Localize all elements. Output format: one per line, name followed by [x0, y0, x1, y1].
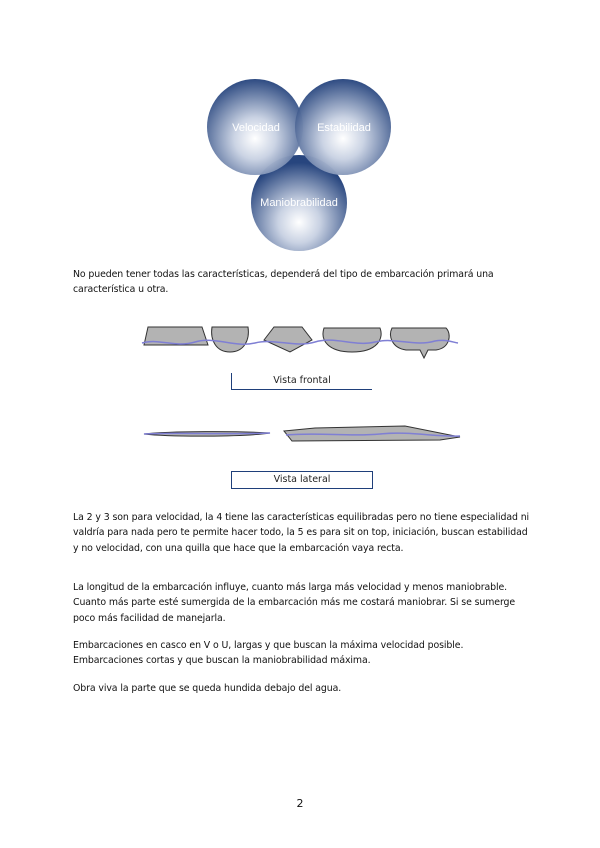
- paragraph-5: Obra viva la parte que se queda hundida debajo del agua.: [73, 683, 342, 694]
- venn-label-maniobrabilidad: Maniobrabilidad: [260, 197, 338, 209]
- hull-section-2: [212, 327, 249, 352]
- paragraph-3: La longitud de la embarcación influye, cuanto más larga más velocidad y menos maniobrable. Cuanto más parte esté sumergida de la embarcación más me costará maniobrar. Si se sumerge poco más facilidad de manejarla.: [73, 582, 516, 624]
- page-number: 2: [296, 797, 304, 810]
- venn-label-velocidad: Velocidad: [232, 122, 280, 134]
- paragraph-1: No pueden tener todas las características, dependerá del tipo de embarcación primará una característica u otra.: [73, 269, 494, 296]
- paragraph-2: La 2 y 3 son para velocidad, la 4 tiene las características equilibradas pero no tiene especialidad ni valdría para nada pero te permite hacer todo, la 5 es para sit on top, iniciación, buscan estabilidad y no velocidad, con una quilla que hace que la embarcación vaya recta.: [73, 512, 530, 554]
- venn-label-estabilidad: Estabilidad: [317, 122, 371, 134]
- caption-front-view: Vista frontal: [231, 373, 372, 390]
- paragraph-4: Embarcaciones en casco en V o U, largas y que buscan la máxima velocidad posible. Embarcaciones cortas y que buscan la maniobrabilidad máxima.: [73, 640, 464, 667]
- hull-section-3: [264, 327, 312, 352]
- hull-side-figure: [140, 420, 465, 450]
- hull-front-figure: [140, 318, 465, 368]
- venn-diagram: [195, 72, 405, 262]
- caption-side-view: Vista lateral: [231, 471, 373, 489]
